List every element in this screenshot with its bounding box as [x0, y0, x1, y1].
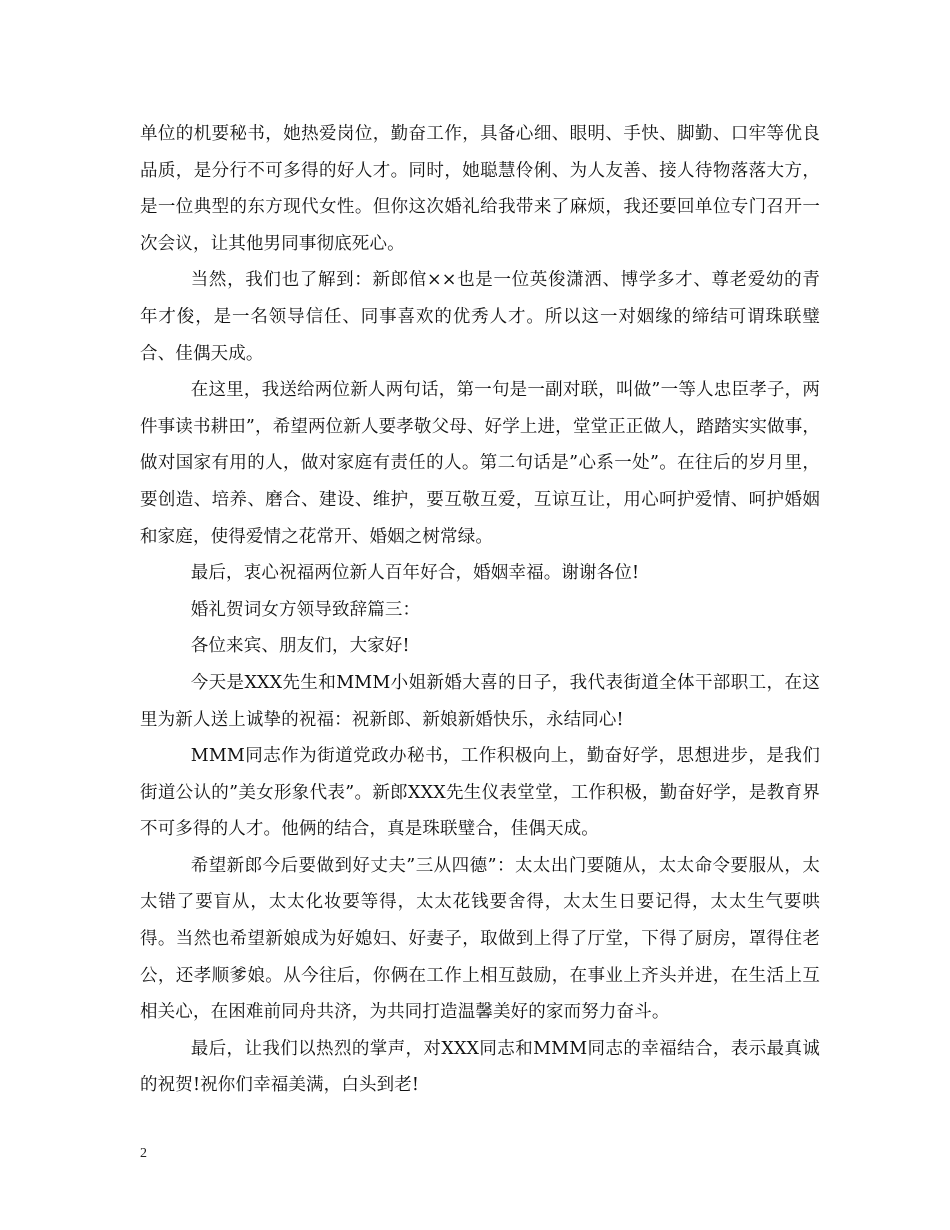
page-number: 2	[140, 1146, 147, 1161]
paragraph: 最后，衷心祝福两位新人百年好合，婚姻幸福。谢谢各位!	[190, 563, 640, 584]
paragraph: 今天是XXX先生和MMM小姐新婚大喜的日子，我代表街道全体干部职工，在这里为新人送上诚挚的祝福：祝新郎、新娘新婚快乐，永结同心!	[140, 672, 820, 730]
paragraph-continuation: 单位的机要秘书，她热爱岗位，勤奋工作，具备心细、眼明、手快、脚勤、口牢等优良品质，是分行不可多得的好人才。同时，她聪慧伶俐、为人友善、接人待物落落大方，是一位典型的东方现代女性。但你这次婚礼给我带来了麻烦，我还要回单位专门召开一次会议，让其他男同事彻底死心。	[140, 124, 820, 254]
paragraph: 在这里，我送给两位新人两句话，第一句是一副对联，叫做”一等人忠臣孝子，两件事读书耕田”，希望两位新人要孝敬父母、好学上进，堂堂正正做人，踏踏实实做事，做对国家有用的人，做对家庭有责任的人。第二句话是”心系一处”。在往后的岁月里，要创造、培养、磨合、建设、维护，要互敬互爱，互谅互让，用心呵护爱情、呵护婚姻和家庭，使得爱情之花常开、婚姻之树常绿。	[140, 380, 820, 547]
greeting: 各位来宾、朋友们，大家好!	[190, 636, 410, 657]
body-text	[140, 116, 820, 1104]
paragraph: MMM同志作为街道党政办秘书，工作积极向上，勤奋好学，思想进步，是我们街道公认的”美女形象代表”。新郎XXX先生仪表堂堂，工作积极，勤奋好学，是教育界不可多得的人才。他俩的结合，真是珠联璧合，佳偶天成。	[140, 746, 820, 840]
paragraph: 最后，让我们以热烈的掌声，对XXX同志和MMM同志的幸福结合，表示最真诚的祝贺!祝你们幸福美满，白头到老!	[140, 1038, 820, 1096]
section-heading: 婚礼贺词女方领导致辞篇三：	[190, 599, 421, 620]
paragraph: 希望新郎今后要做到好丈夫”三从四德”：太太出门要随从，太太命令要服从，太太错了要盲从，太太化妆要等得，太太花钱要舍得，太太生日要记得，太太生气要哄得。当然也希望新娘成为好媳妇、好妻子，取做到上得了厅堂，下得了厨房，罩得住老公，还孝顺爹娘。从今往后，你俩在工作上相互鼓励，在事业上齐头并进，在生活上互相关心，在困难前同舟共济，为共同打造温馨美好的家而努力奋斗。	[140, 855, 820, 1023]
paragraph: 当然，我们也了解到：新郎倌××也是一位英俊潇洒、博学多才、尊老爱幼的青年才俊，是一名领导信任、同事喜欢的优秀人才。所以这一对姻缘的缔结可谓珠联璧合、佳偶天成。	[140, 270, 820, 364]
